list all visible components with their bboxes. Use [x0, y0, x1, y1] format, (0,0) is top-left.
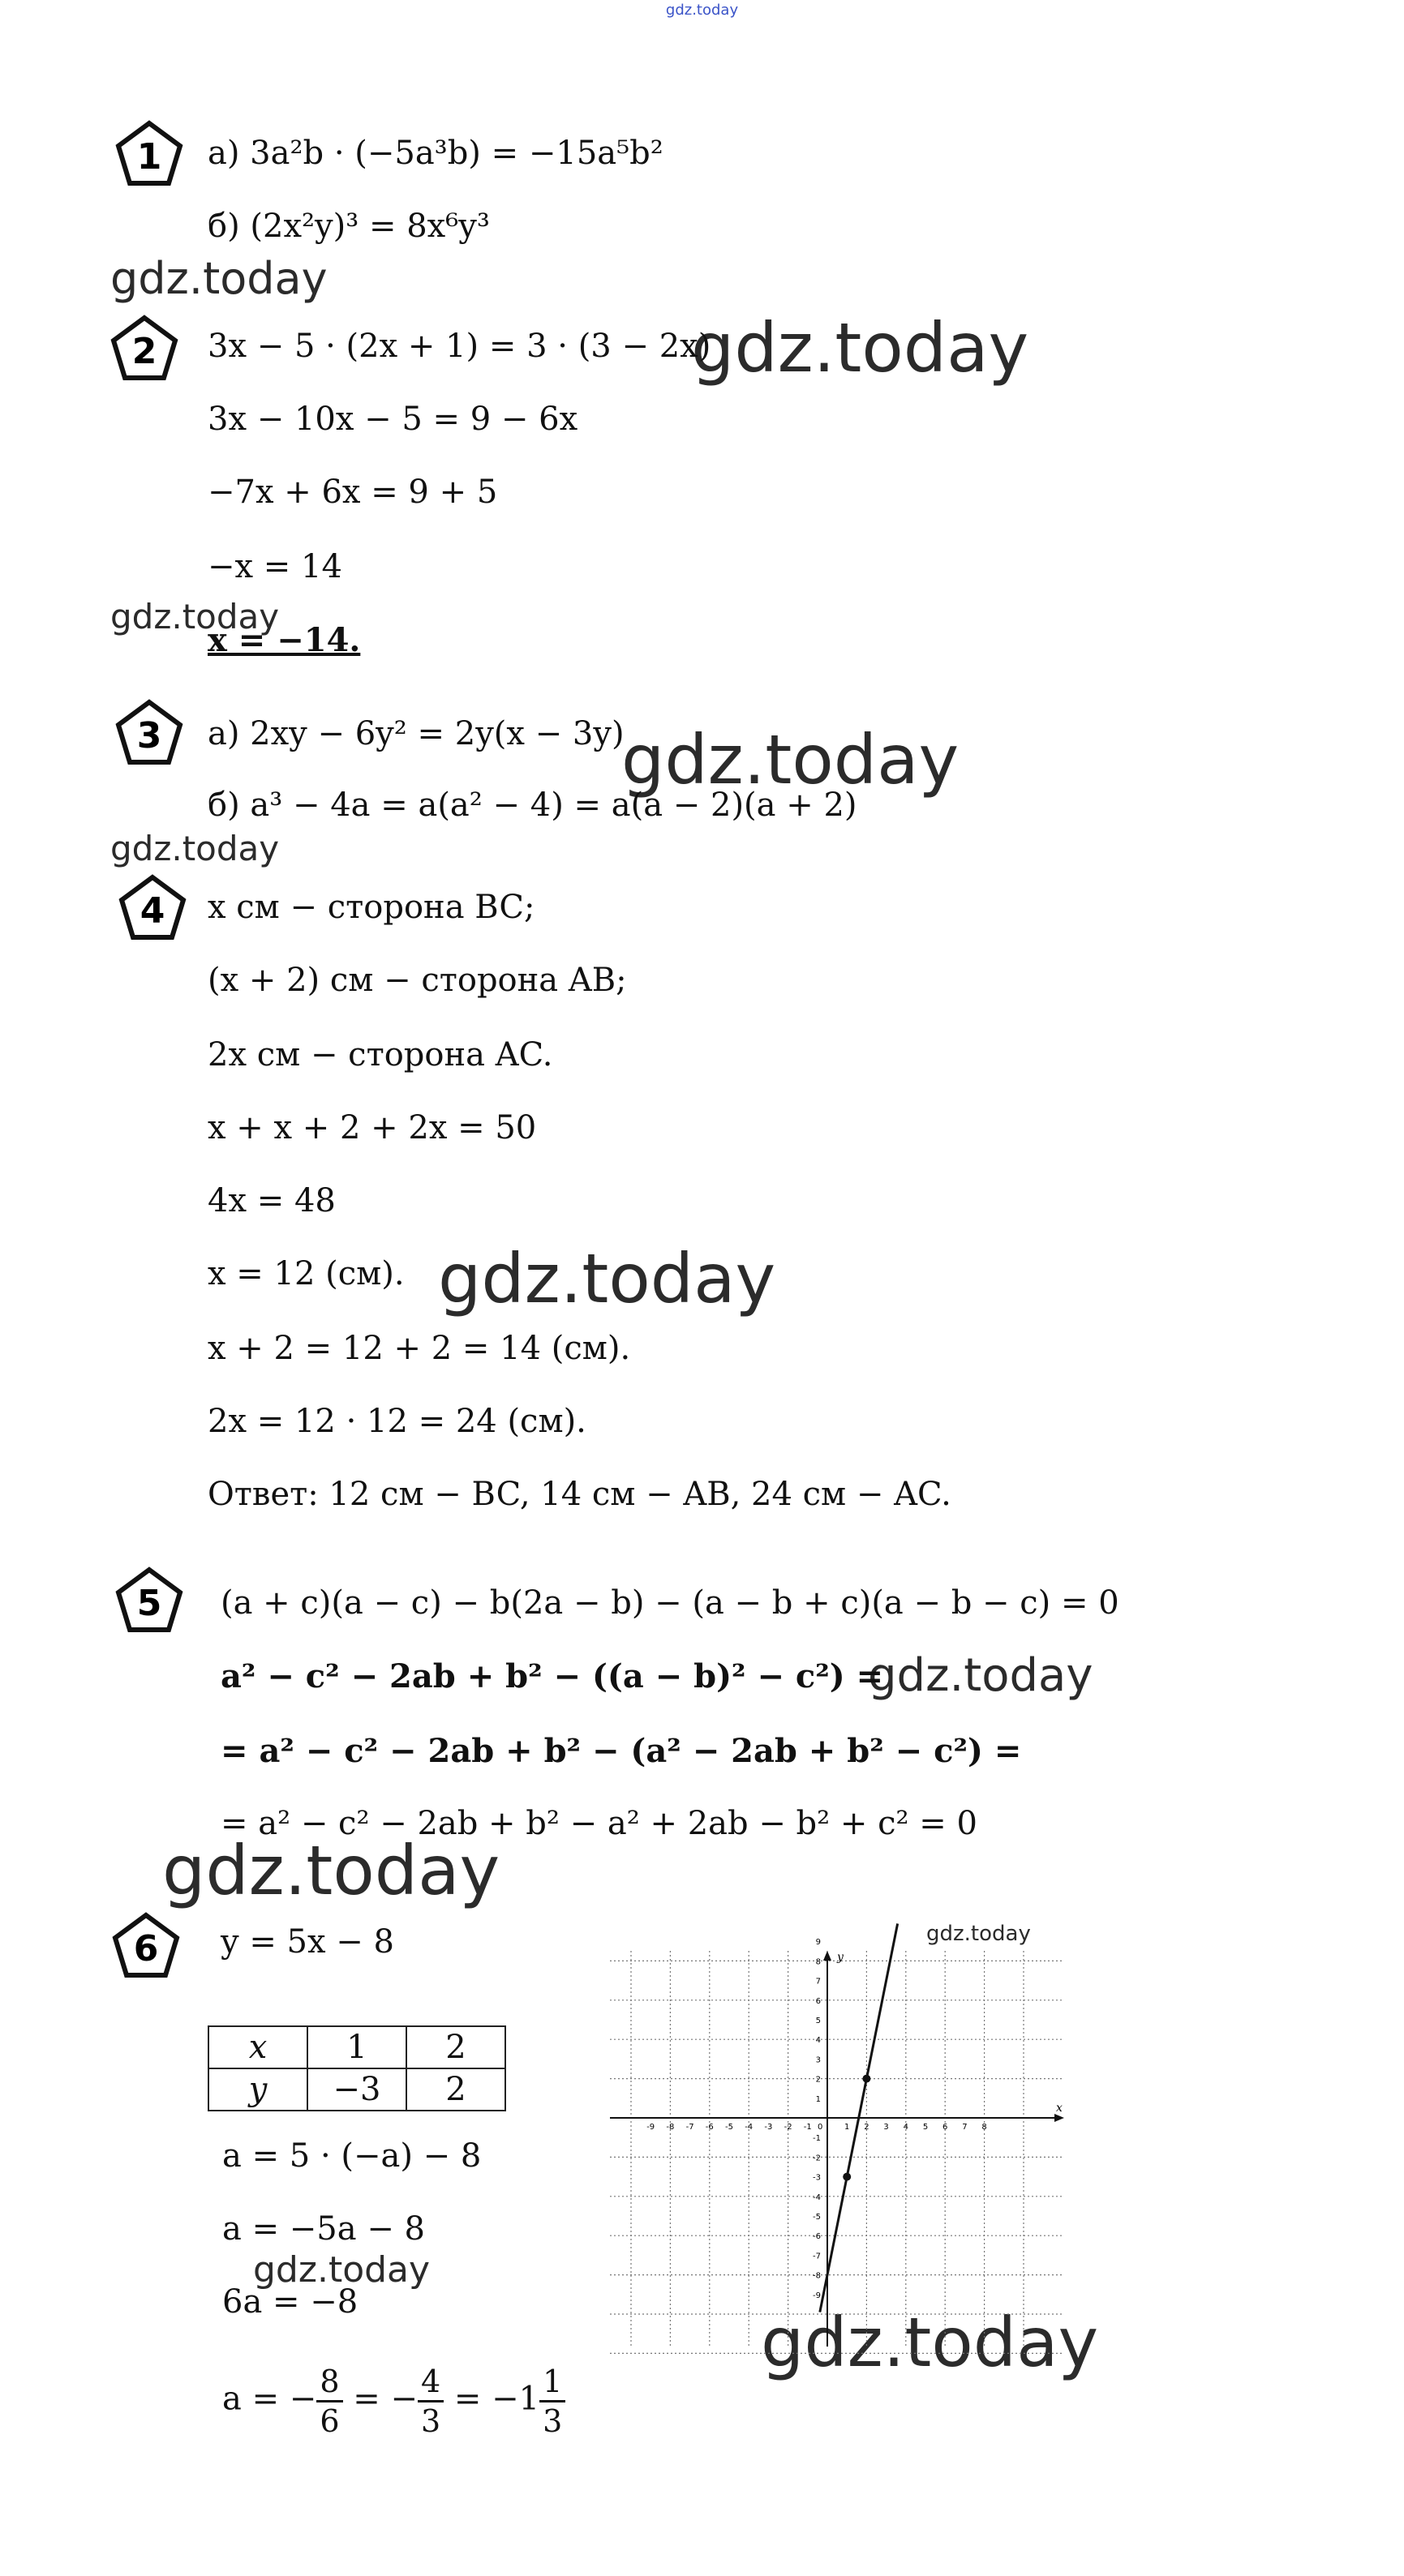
problem-number-badge — [112, 1912, 180, 1980]
y-tick-label: 4 — [815, 2036, 821, 2046]
y-tick-label: -2 — [813, 2154, 821, 2163]
solution-line: 3x − 10x − 5 = 9 − 6x — [208, 401, 578, 438]
problem-number-badge — [110, 315, 178, 383]
table-cell: 1 — [307, 2026, 406, 2068]
graph-axes — [610, 1951, 1064, 2347]
watermark: gdz.today — [761, 2303, 1099, 2382]
fraction-prefix: = − — [353, 2380, 418, 2418]
badge-number: 6 — [133, 1928, 159, 1970]
solution-line: −7x + 6x = 9 + 5 — [208, 474, 498, 511]
watermark: gdz.today — [110, 253, 328, 304]
fraction-prefix: a = − — [222, 2380, 317, 2418]
fraction-denominator: 6 — [320, 2403, 340, 2439]
fraction-numerator: 4 — [418, 2363, 444, 2402]
x-tick-label: -3 — [764, 2123, 773, 2132]
fraction-denominator: 3 — [420, 2403, 441, 2439]
fraction-numerator: 8 — [316, 2363, 342, 2402]
y-tick-label: 9 — [815, 1938, 821, 1948]
solution-line: = a² − c² − 2ab + b² − (a² − 2ab + b² − c²) = — [221, 1732, 1022, 1770]
y-tick-label: 8 — [815, 1957, 821, 1967]
problem-number-badge — [115, 699, 183, 767]
x-tick-label: 2 — [864, 2123, 869, 2132]
problem-number-badge — [115, 120, 183, 188]
solution-line: x + x + 2 + 2x = 50 — [208, 1109, 537, 1147]
y-tick-label: 2 — [815, 2075, 821, 2085]
x-tick-label: -1 — [803, 2123, 812, 2132]
y-tick-label: -7 — [813, 2252, 821, 2261]
solution-line: x = 12 (см). — [208, 1255, 405, 1292]
table-cell: −3 — [307, 2068, 406, 2111]
x-tick-label: -9 — [646, 2123, 655, 2132]
y-tick-label: 5 — [815, 2017, 821, 2025]
solution-line: 2x = 12 · 12 = 24 (см). — [208, 1403, 586, 1440]
table-cell: 2 — [406, 2026, 505, 2068]
x-tick-label: 7 — [962, 2123, 968, 2132]
solution-line: а) 3a²b · (−5a³b) = −15a⁵b² — [208, 135, 663, 172]
solution-line: 2x см − сторона AC. — [208, 1036, 553, 1074]
y-tick-label: 7 — [815, 1977, 821, 1987]
badge-number: 2 — [131, 331, 157, 372]
solution-line: x + 2 = 12 + 2 = 14 (см). — [208, 1330, 631, 1367]
function-graph — [610, 1938, 1064, 2348]
solution-line: б) (2x²y)³ = 8x⁶y³ — [208, 208, 490, 245]
values-table — [208, 2025, 506, 2111]
watermark: gdz.today — [868, 1649, 1093, 1702]
badge-number: 1 — [136, 136, 162, 178]
y-axis-label: y — [837, 1951, 844, 1964]
data-point — [862, 2075, 870, 2083]
x-axis-label: x — [1056, 2102, 1063, 2115]
fraction — [316, 2363, 342, 2440]
solution-line: a = −5a − 8 — [222, 2210, 425, 2248]
solution-line: x см − сторона BC; — [208, 889, 535, 926]
y-tick-label: 3 — [815, 2055, 821, 2065]
y-tick-label: -4 — [813, 2192, 821, 2202]
badge-number: 5 — [136, 1583, 162, 1624]
y-tick-label: -8 — [813, 2271, 821, 2281]
data-point — [843, 2173, 851, 2181]
x-tick-label: -5 — [725, 2123, 733, 2132]
badge-number: 3 — [136, 715, 162, 757]
y-axis-arrow — [823, 1951, 831, 1961]
x-tick-label: 6 — [942, 2123, 948, 2132]
table-row — [208, 2068, 505, 2111]
solution-line: (x + 2) см − сторона AB; — [208, 962, 627, 999]
y-tick-label: 1 — [815, 2094, 821, 2104]
x-tick-label: 4 — [903, 2123, 908, 2132]
fraction-prefix: = −1 — [453, 2380, 540, 2418]
table-cell: x — [208, 2026, 307, 2068]
y-tick-label: -6 — [813, 2232, 821, 2242]
watermark-top: gdz.today — [665, 2, 739, 19]
watermark: gdz.today — [926, 1922, 1031, 1946]
watermark: gdz.today — [110, 829, 280, 868]
watermark: gdz.today — [691, 308, 1029, 388]
answer-line: x = −14. — [208, 621, 361, 659]
y-tick-label: -3 — [813, 2173, 821, 2183]
y-tick-label: -1 — [813, 2134, 821, 2144]
watermark: gdz.today — [621, 720, 960, 799]
solution-line: а) 2xy − 6y² = 2y(x − 3y) — [208, 715, 625, 752]
x-tick-label: 5 — [922, 2123, 929, 2132]
fraction — [539, 2363, 565, 2440]
solution-line: б) a³ − 4a = a(a² − 4) = a(a − 2)(a + 2) — [208, 787, 857, 824]
solution-line: 4x = 48 — [208, 1182, 336, 1219]
watermark: gdz.today — [162, 1831, 500, 1910]
table-row — [208, 2026, 505, 2068]
y-tick-label: -9 — [813, 2291, 821, 2300]
fraction-expression — [222, 2363, 565, 2440]
solution-line: y = 5x − 8 — [221, 1923, 394, 1961]
solution-line: 3x − 5 · (2x + 1) = 3 · (3 − 2x) — [208, 328, 711, 365]
x-tick-label: 3 — [883, 2123, 889, 2132]
watermark: gdz.today — [438, 1239, 776, 1318]
y-tick-label: 6 — [815, 1996, 821, 2006]
fraction-denominator: 3 — [543, 2403, 563, 2439]
fraction — [418, 2363, 444, 2440]
solution-line: 6a = −8 — [222, 2283, 359, 2321]
x-tick-label: -8 — [666, 2123, 675, 2132]
graph-grid — [610, 1951, 1064, 2353]
x-tick-label: -6 — [705, 2123, 714, 2132]
x-tick-label: -2 — [784, 2123, 792, 2132]
problem-number-badge — [118, 874, 187, 942]
x-tick-label: -7 — [685, 2123, 694, 2132]
solution-line: = a² − c² − 2ab + b² − a² + 2ab − b² + c² = 0 — [221, 1805, 977, 1842]
graph-tick-labels — [646, 1938, 1063, 2300]
x-tick-label: 1 — [844, 2123, 850, 2132]
badge-number: 4 — [140, 890, 165, 932]
watermark: gdz.today — [253, 2249, 431, 2291]
table-cell: y — [208, 2068, 307, 2111]
watermark: gdz.today — [110, 597, 280, 636]
origin-label: 0 — [818, 2123, 823, 2132]
solution-line: a² − c² − 2ab + b² − ((a − b)² − c²) = — [221, 1657, 884, 1695]
x-tick-label: 8 — [981, 2123, 987, 2132]
y-tick-label: -5 — [813, 2213, 821, 2222]
answer-line: Ответ: 12 см − BC, 14 см − AB, 24 см − AC. — [208, 1476, 951, 1513]
solution-line: (a + c)(a − c) − b(2a − b) − (a − b + c)(a − b − c) = 0 — [221, 1584, 1119, 1622]
problem-number-badge — [115, 1567, 183, 1635]
fraction-numerator: 1 — [539, 2363, 565, 2402]
table-cell: 2 — [406, 2068, 505, 2111]
x-axis-arrow — [1054, 2114, 1064, 2122]
solution-line: −x = 14 — [208, 548, 342, 585]
solution-line: a = 5 · (−a) − 8 — [222, 2137, 482, 2175]
x-tick-label: -4 — [745, 2123, 754, 2132]
